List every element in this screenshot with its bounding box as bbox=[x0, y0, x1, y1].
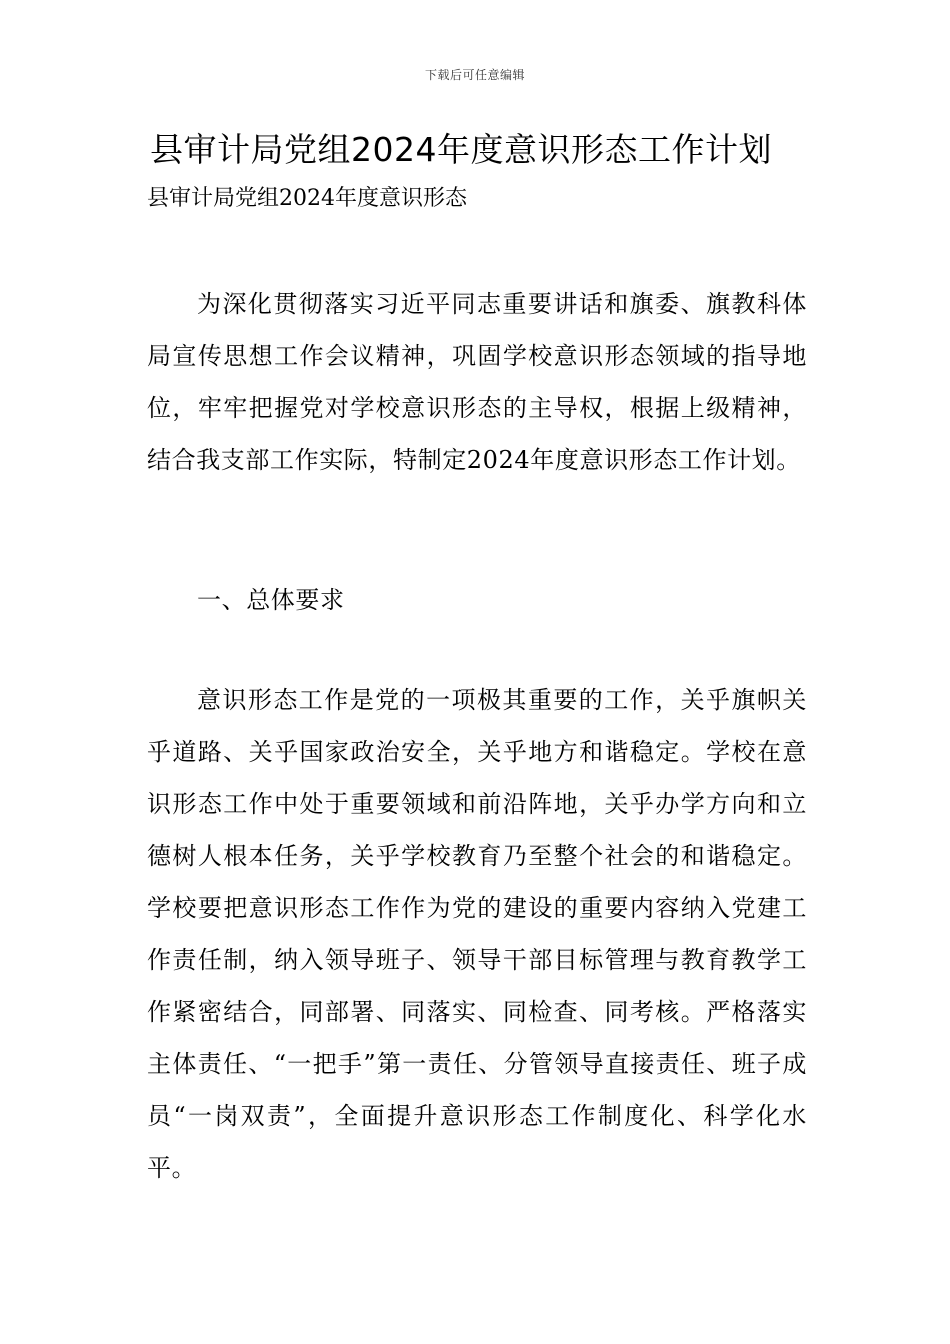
intro-paragraph: 为深化贯彻落实习近平同志重要讲话和旗委、旗教科体局宣传思想工作会议精神，巩固学校意识形态领域的指导地位，牢牢把握党对学校意识形态的主导权，根据上级精神，结合我支部工作实际，特制定2024年度意识形态工作计划。 bbox=[147, 290, 807, 474]
header-note: 下载后可任意编辑 bbox=[424, 68, 525, 82]
section-heading-overall-requirements: 一、总体要求 bbox=[197, 586, 345, 614]
document-title: 县审计局党组2024年度意识形态工作计划 bbox=[150, 130, 772, 169]
document-subtitle: 县审计局党组2024年度意识形态 bbox=[147, 186, 467, 211]
overall-requirements-paragraph: 意识形态工作是党的一项极其重要的工作，关乎旗帜关乎道路、关乎国家政治安全，关乎地方和谐稳定。学校在意识形态工作中处于重要领域和前沿阵地，关乎办学方向和立德树人根本任务，关乎学校教育乃至整个社会的和谐稳定。学校要把意识形态工作作为党的建设的重要内容纳入党建工作责任制，纳入领导班子、领导干部目标管理与教育教学工作紧密结合，同部署、同落实、同检查、同考核。严格落实主体责任、“一把手”第一责任、分管领导直接责任、班子成员“一岗双责”，全面提升意识形态工作制度化、科学化水平。 bbox=[147, 686, 807, 1182]
